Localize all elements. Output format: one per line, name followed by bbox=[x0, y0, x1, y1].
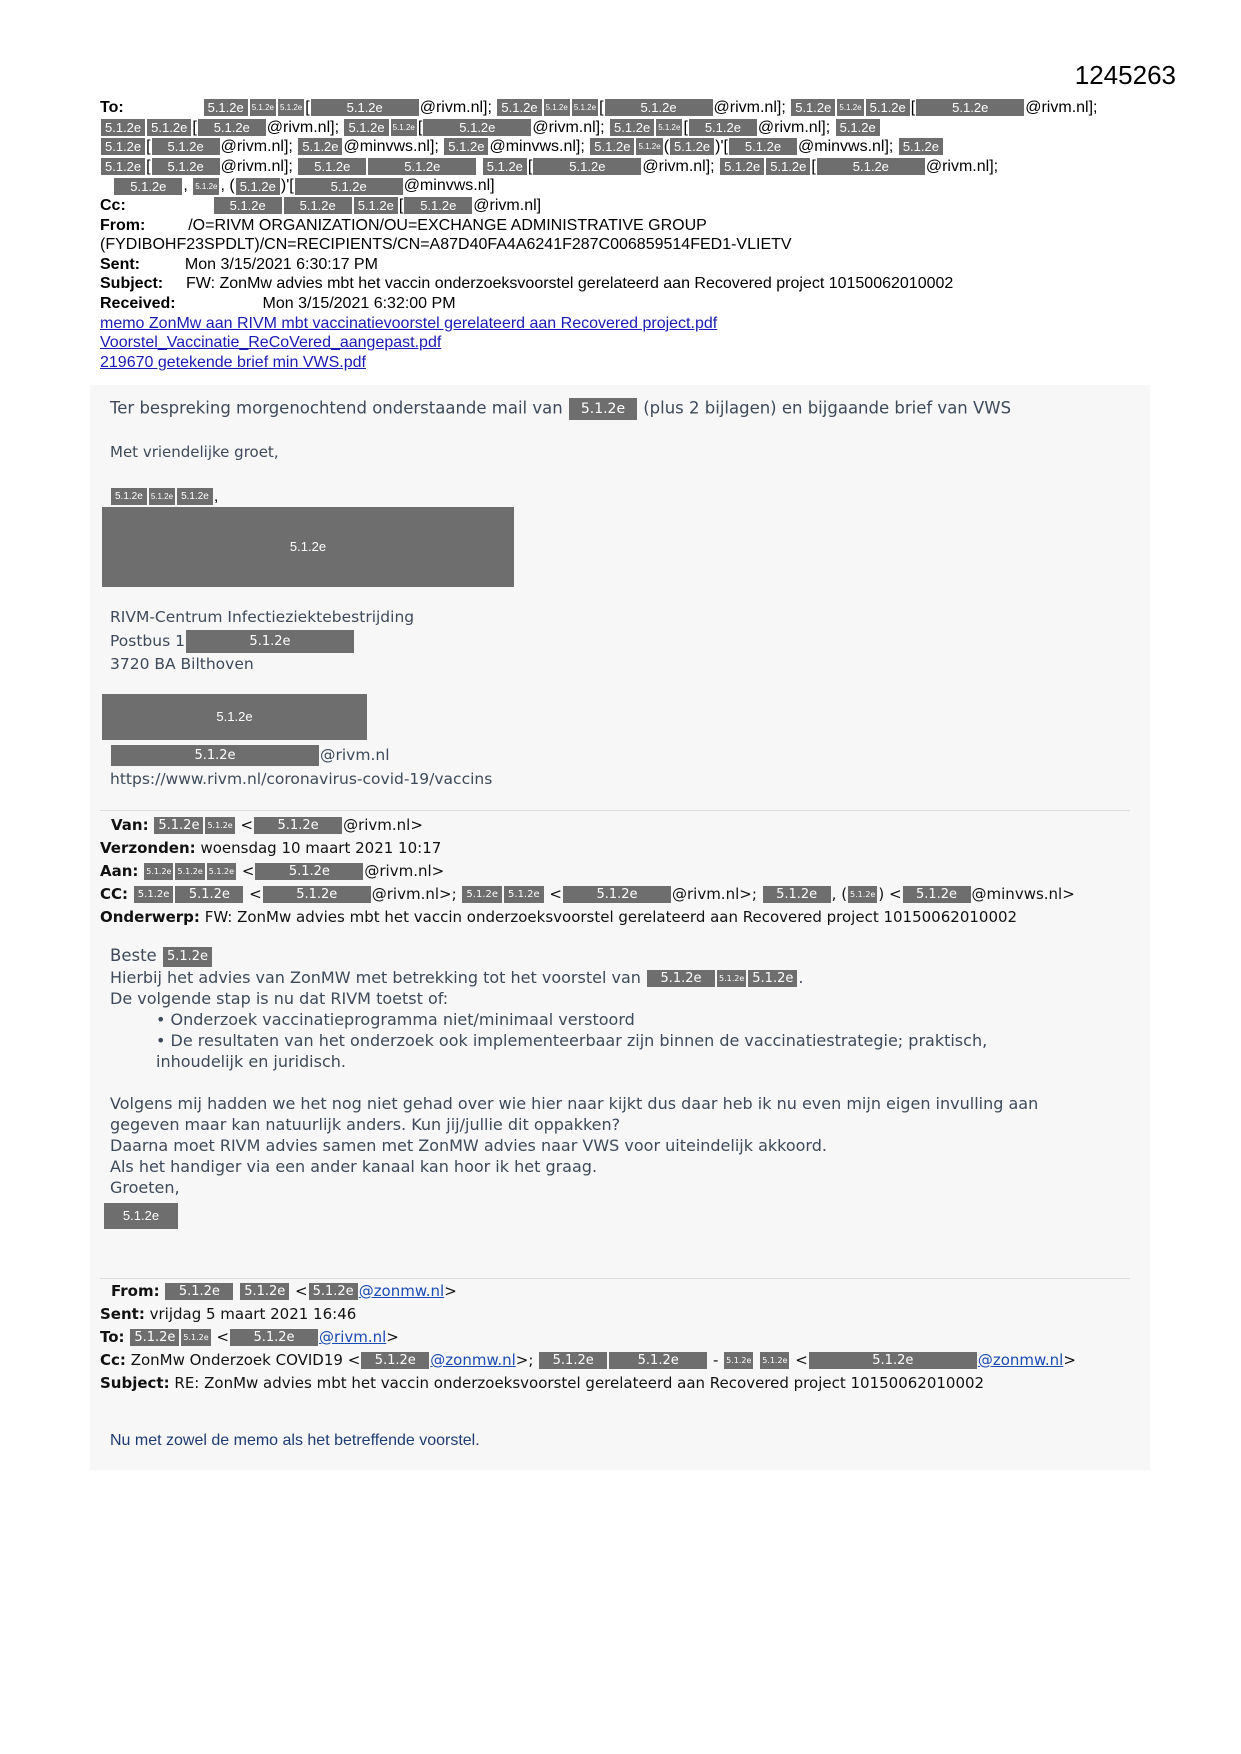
cc-label: Cc: bbox=[100, 196, 126, 214]
redaction: 5.1.2e bbox=[836, 119, 880, 136]
signature-phone-redacted: 5.1.2e bbox=[102, 694, 367, 740]
redaction: 5.1.2e bbox=[298, 158, 366, 175]
cc2-value: ZonMw Onderzoek COVID19 bbox=[130, 1351, 343, 1369]
to-line: To: 5.1.2e 5.1.2e 5.1.2e [ 5.1.2e @rivm.nl]; 5.1.2e 5.1.2e 5.1.2e [ 5.1.2e @rivm.nl]; 5.1.2e 5.1.2e 5.1.2e [ 5.1.2e @rivm.nl]; bbox=[100, 99, 1098, 116]
redaction: 5.1.2e bbox=[361, 1352, 429, 1369]
redaction: 5.1.2e bbox=[240, 1283, 289, 1300]
redaction: 5.1.2e bbox=[111, 488, 147, 505]
redaction: 5.1.2e bbox=[423, 119, 531, 136]
redaction: 5.1.2e bbox=[186, 630, 354, 653]
redaction: 5.1.2e bbox=[165, 1283, 233, 1300]
bullet-1: • Onderzoek vaccinatieprogramma niet/minimaal verstoord bbox=[156, 1009, 635, 1029]
redaction: 5.1.2e bbox=[569, 398, 637, 420]
redaction: 5.1.2e bbox=[729, 138, 797, 155]
redaction: 5.1.2e bbox=[563, 886, 671, 903]
van-label: Van: bbox=[111, 816, 149, 834]
redaction: 5.1.2e bbox=[311, 99, 419, 116]
forward-header-2 bbox=[100, 1280, 1150, 1395]
domain-text: @minvws.nl]; bbox=[343, 138, 439, 156]
signature-block-redacted: 5.1.2e bbox=[102, 507, 514, 587]
aan-line: Aan: 5.1.2e 5.1.2e 5.1.2e < 5.1.2e @rivm.nl> bbox=[100, 862, 445, 880]
domain-text: @rivm.nl]; bbox=[713, 99, 786, 116]
sender-redacted: 5.1.2e bbox=[104, 1203, 178, 1229]
message-3-body: Nu met zowel de memo als het betreffende voorstel. bbox=[110, 1432, 480, 1449]
intro-text: Ter bespreking morgenochtend onderstaande mail van bbox=[110, 398, 563, 418]
volgende-stap: De volgende stap is nu dat RIVM toetst of: bbox=[110, 988, 449, 1008]
aan-suffix: @rivm.nl> bbox=[364, 862, 445, 880]
beste-text: Beste bbox=[110, 946, 157, 965]
to2-email-link[interactable]: @rivm.nl bbox=[319, 1328, 387, 1346]
document-number: 1245263 bbox=[1074, 60, 1176, 90]
redaction: 5.1.2e bbox=[444, 138, 488, 155]
from2-line: From: 5.1.2e 5.1.2e < 5.1.2e @zonmw.nl> bbox=[111, 1282, 457, 1300]
bullet-1-text: Onderzoek vaccinatieprogramma niet/minimaal verstoord bbox=[170, 1009, 635, 1029]
from2-email-link[interactable]: @zonmw.nl bbox=[358, 1282, 445, 1300]
redaction: 5.1.2e bbox=[284, 197, 352, 214]
domain-text: @rivm.nl]; bbox=[266, 118, 340, 136]
redaction: 5.1.2e bbox=[134, 886, 174, 903]
received-value: Mon 3/15/2021 6:32:00 PM bbox=[262, 294, 456, 312]
received-label: Received: bbox=[100, 294, 176, 312]
redaction: 5.1.2e bbox=[263, 886, 371, 903]
to-label: To: bbox=[100, 99, 124, 116]
van-line: Van: 5.1.2e 5.1.2e < 5.1.2e @rivm.nl> bbox=[111, 816, 423, 834]
message-2 bbox=[110, 945, 1140, 1198]
redaction: 5.1.2e bbox=[763, 886, 831, 903]
email-line bbox=[110, 744, 492, 768]
redaction: 5.1.2e bbox=[817, 158, 925, 175]
subject-line bbox=[100, 274, 1150, 294]
redaction: 5.1.2e bbox=[154, 817, 203, 834]
redaction: 5.1.2e bbox=[214, 197, 282, 214]
redaction: 5.1.2e bbox=[903, 886, 971, 903]
redaction: 5.1.2e bbox=[101, 119, 145, 136]
url: https://www.rivm.nl/coronavirus-covid-19/vaccins bbox=[110, 769, 493, 788]
intro-line bbox=[110, 398, 1011, 420]
sent-label: Sent: bbox=[100, 255, 140, 273]
to2-label: To: bbox=[100, 1328, 125, 1346]
redaction: 5.1.2e bbox=[404, 197, 472, 214]
redaction: 5.1.2e bbox=[111, 745, 319, 766]
domain-text: @rivm.nl]; bbox=[642, 157, 715, 175]
to-line-4: 5.1.2e [ 5.1.2e @rivm.nl]; 5.1.2e 5.1.2e 5.1.2e [ 5.1.2e @rivm.nl]; 5.1.2e 5.1.2e [ 5.1.2e @rivm.nl]; bbox=[100, 157, 1150, 177]
redaction: 5.1.2e bbox=[236, 178, 280, 195]
redaction: 5.1.2e bbox=[309, 1283, 358, 1300]
redaction: 5.1.2e bbox=[175, 886, 243, 903]
bullet-2: • De resultaten van het onderzoek ook implementeerbaar zijn binnen de vaccinatiestrategie; praktisch, bbox=[156, 1030, 988, 1050]
signature-initials: 5.1.2e 5.1.2e 5.1.2e , bbox=[110, 488, 218, 506]
redaction: 5.1.2e bbox=[101, 138, 145, 155]
org-name: RIVM-Centrum Infectieziektebestrijding bbox=[110, 608, 415, 626]
paragraph-1: Volgens mij hadden we het nog niet gehad over wie hier naar kijkt dus daar heb ik nu even mijn eigen invulling aan bbox=[110, 1093, 1039, 1113]
forward-header-1 bbox=[100, 814, 1150, 929]
verzonden-value: woensdag 10 maart 2021 10:17 bbox=[200, 839, 442, 857]
redaction: 5.1.2e bbox=[147, 119, 191, 136]
groeten: Groeten, bbox=[110, 1177, 180, 1197]
domain-text: @minvws.nl]; bbox=[489, 138, 585, 156]
from-label: From: bbox=[100, 216, 146, 234]
sent2-value: vrijdag 5 maart 2021 16:46 bbox=[149, 1305, 357, 1323]
cc-suffix: @rivm.nl>; bbox=[371, 885, 457, 903]
cc2-label: Cc: bbox=[100, 1351, 126, 1369]
redaction: 5.1.2e bbox=[152, 138, 220, 155]
redaction: 5.1.2e bbox=[298, 138, 342, 155]
paragraph-2: Daarna moet RIVM advies samen met ZonMW advies naar VWS voor uiteindelijk akkoord. bbox=[110, 1135, 827, 1155]
domain-text: @rivm.nl]; bbox=[532, 118, 605, 136]
cc2-line: Cc: ZonMw Onderzoek COVID19 < 5.1.2e @zonmw.nl>; 5.1.2e 5.1.2e - 5.1.2e 5.1.2e < 5.1.2e @zonmw.nl> bbox=[100, 1351, 1076, 1369]
domain-text: @minvws.nl]; bbox=[798, 138, 894, 156]
sent-line bbox=[100, 255, 1150, 275]
verzonden-line bbox=[100, 837, 1150, 860]
redaction: 5.1.2e bbox=[130, 1329, 179, 1346]
attachment-link-memo[interactable]: memo ZonMw aan RIVM mbt vaccinatievoorstel gerelateerd aan Recovered project.pdf bbox=[100, 314, 718, 332]
redaction: 5.1.2e bbox=[766, 158, 810, 175]
redaction: 5.1.2e bbox=[483, 158, 527, 175]
closing: Met vriendelijke groet, bbox=[110, 443, 279, 461]
onderwerp-value: FW: ZonMw advies mbt het vaccin onderzoeksvoorstel gerelateerd aan Recovered project 10150062010002 bbox=[204, 908, 1018, 926]
cc-line-fwd: CC: 5.1.2e 5.1.2e < 5.1.2e @rivm.nl>; 5.1.2e 5.1.2e < 5.1.2e @rivm.nl>; 5.1.2e , ( 5.1.2e ) < 5.1.2e @minvws.nl> bbox=[100, 885, 1075, 903]
from-line-2: (FYDIBOHF23SPDLT)/CN=RECIPIENTS/CN=A87D40FA4A6241F287C006859514FED1-VLIETV bbox=[100, 236, 792, 254]
attachment-link-voorstel[interactable]: Voorstel_Vaccinatie_ReCoVered_aangepast.pdf bbox=[100, 334, 442, 352]
redaction: 5.1.2e bbox=[295, 178, 403, 195]
to-line-3: 5.1.2e [ 5.1.2e @rivm.nl]; 5.1.2e @minvws.nl]; 5.1.2e @minvws.nl]; 5.1.2e 5.1.2e ( 5.1.2e )'[ 5.1.2e @minvws.nl]; 5.1.2e bbox=[100, 137, 1150, 157]
domain-text: @rivm.nl]; bbox=[925, 157, 999, 175]
signature-address bbox=[110, 606, 414, 677]
bullet-2-cont: inhoudelijk en juridisch. bbox=[156, 1051, 346, 1071]
email-header bbox=[100, 98, 1150, 372]
subject2-value: RE: ZonMw advies mbt het vaccin onderzoeksvoorstel gerelateerd aan Recovered project 10150062010002 bbox=[174, 1374, 985, 1392]
to-line-2: 5.1.2e 5.1.2e [ 5.1.2e @rivm.nl]; 5.1.2e 5.1.2e [ 5.1.2e @rivm.nl]; 5.1.2e 5.1.2e [ 5.1.2e @rivm.nl]; 5.1.2e bbox=[100, 118, 1150, 138]
to2-line: To: 5.1.2e 5.1.2e < 5.1.2e @rivm.nl> bbox=[100, 1328, 399, 1346]
sent2-line bbox=[100, 1303, 1150, 1326]
paragraph-3: Als het handiger via een ander kanaal kan hoor ik het graag. bbox=[110, 1156, 598, 1176]
redaction: 5.1.2e bbox=[354, 197, 398, 214]
domain-text: @rivm.nl] bbox=[473, 196, 542, 214]
redaction: 5.1.2e bbox=[163, 947, 212, 967]
van-suffix: @rivm.nl> bbox=[343, 816, 423, 834]
onderwerp-label: Onderwerp: bbox=[100, 908, 200, 926]
domain-text: @rivm.nl]; bbox=[419, 99, 492, 116]
redaction: 5.1.2e bbox=[344, 119, 388, 136]
subject-value: FW: ZonMw advies mbt het vaccin onderzoeksvoorstel gerelateerd aan Recovered project 10150062010002 bbox=[186, 275, 954, 293]
redaction: 5.1.2e bbox=[916, 99, 1024, 116]
domain-text: @rivm.nl]; bbox=[220, 157, 293, 175]
postbus-text: Postbus 1 bbox=[110, 631, 185, 650]
signature-contact bbox=[110, 744, 492, 791]
bullet-2-text: De resultaten van het onderzoek ook implementeerbaar zijn binnen de vaccinatiestrategie; praktisch, bbox=[170, 1030, 988, 1050]
redaction: 5.1.2e bbox=[254, 817, 342, 834]
paragraph-1-cont: gegeven maar kan natuurlijk anders. Kun jij/jullie dit oppakken? bbox=[110, 1114, 621, 1134]
divider bbox=[100, 810, 1130, 811]
redaction: 5.1.2e bbox=[748, 970, 797, 987]
to-line-5: 5.1.2e , 5.1.2e , ( 5.1.2e )'[ 5.1.2e @minvws.nl] bbox=[100, 176, 1150, 196]
redaction: 5.1.2e bbox=[670, 138, 714, 155]
subject2-line bbox=[100, 1372, 1150, 1395]
sent2-label: Sent: bbox=[100, 1305, 145, 1323]
cc2-email-link-2[interactable]: @zonmw.nl bbox=[977, 1351, 1064, 1369]
subject-label: Subject: bbox=[100, 275, 164, 293]
redaction: 5.1.2e bbox=[791, 99, 835, 116]
redaction: 5.1.2e bbox=[462, 886, 502, 903]
onderwerp-line bbox=[100, 906, 1150, 929]
domain-text: @rivm.nl]; bbox=[757, 118, 831, 136]
redaction: 5.1.2e bbox=[605, 99, 713, 116]
postbus-line bbox=[110, 630, 414, 654]
domain-text: @minvws.nl] bbox=[403, 177, 495, 195]
redaction: 5.1.2e bbox=[866, 99, 910, 116]
redaction: 5.1.2e bbox=[647, 970, 715, 987]
redaction: 5.1.2e bbox=[533, 158, 641, 175]
redaction: 5.1.2e bbox=[720, 158, 764, 175]
redaction: 5.1.2e bbox=[198, 119, 266, 136]
domain-text: @rivm.nl]; bbox=[220, 138, 293, 156]
cc2-email-link[interactable]: @zonmw.nl bbox=[430, 1351, 516, 1369]
redaction: 5.1.2e bbox=[590, 138, 634, 155]
attachment-link-brief[interactable]: 219670 getekende brief min VWS.pdf bbox=[100, 353, 366, 371]
email-suffix: @rivm.nl bbox=[320, 746, 390, 764]
from2-label: From: bbox=[111, 1282, 160, 1300]
cc-label-fwd: CC: bbox=[100, 885, 129, 903]
cc-suffix: @rivm.nl>; bbox=[671, 885, 757, 903]
hierbij-line: Hierbij het advies van ZonMW met betrekking tot het voorstel van 5.1.2e 5.1.2e 5.1.2e . bbox=[110, 967, 804, 987]
received-line bbox=[100, 294, 1150, 314]
redaction: 5.1.2e bbox=[368, 158, 476, 175]
redaction: 5.1.2e bbox=[609, 1352, 707, 1369]
from-line bbox=[100, 216, 1150, 236]
beste-line bbox=[110, 945, 1140, 967]
redaction: 5.1.2e bbox=[152, 158, 220, 175]
cc-suffix: @minvws.nl> bbox=[971, 885, 1075, 903]
redaction: 5.1.2e bbox=[255, 863, 363, 880]
redaction: 5.1.2e bbox=[114, 178, 182, 195]
verzonden-label: Verzonden: bbox=[100, 839, 196, 857]
redaction: 5.1.2e bbox=[809, 1352, 977, 1369]
sent-value: Mon 3/15/2021 6:30:17 PM bbox=[184, 255, 378, 273]
hierbij-text: Hierbij het advies van ZonMW met betrekking tot het voorstel van bbox=[110, 967, 641, 987]
redaction: 5.1.2e bbox=[497, 99, 541, 116]
redaction: 5.1.2e bbox=[899, 138, 943, 155]
redaction: 5.1.2e bbox=[504, 886, 544, 903]
from-value: /O=RIVM ORGANIZATION/OU=EXCHANGE ADMINISTRATIVE GROUP bbox=[188, 216, 707, 234]
redaction: 5.1.2e bbox=[230, 1329, 318, 1346]
redaction: 5.1.2e bbox=[539, 1352, 607, 1369]
redaction: 5.1.2e bbox=[689, 119, 757, 136]
subject2-label: Subject: bbox=[100, 1374, 170, 1392]
redaction: 5.1.2e bbox=[610, 119, 654, 136]
city: 3720 BA Bilthoven bbox=[110, 655, 254, 673]
divider-2 bbox=[100, 1278, 1130, 1279]
intro-text-2: (plus 2 bijlagen) en bijgaande brief van VWS bbox=[643, 398, 1012, 418]
redaction: 5.1.2e bbox=[204, 99, 248, 116]
redaction: 5.1.2e bbox=[177, 488, 213, 505]
redaction: 5.1.2e bbox=[101, 158, 145, 175]
aan-label: Aan: bbox=[100, 862, 139, 880]
domain-text: @rivm.nl]; bbox=[1025, 99, 1098, 116]
cc-line: Cc: 5.1.2e 5.1.2e 5.1.2e [ 5.1.2e @rivm.nl] bbox=[100, 196, 542, 214]
